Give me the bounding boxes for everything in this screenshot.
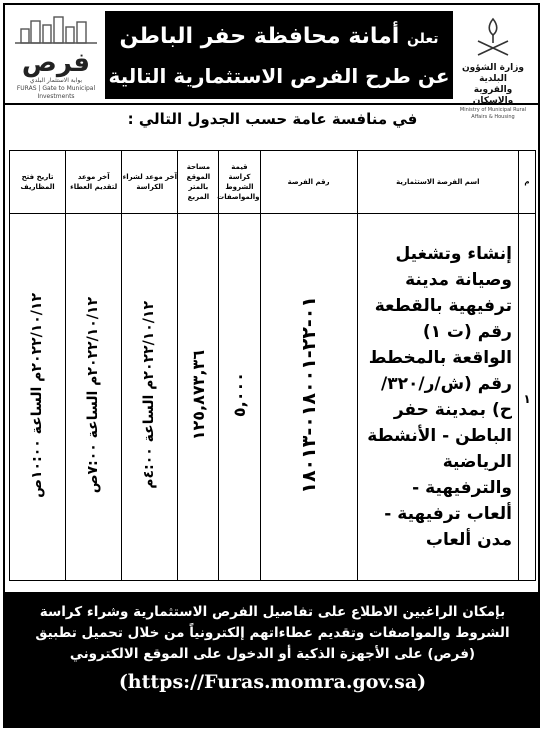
furas-logo-caption-en: FURAS | Gate to Municipal Investments (16, 85, 96, 100)
ad-footer (5, 592, 540, 728)
furas-logo-caption: بوابة الاستثمار البلدي (29, 77, 83, 84)
table-row (10, 214, 536, 581)
row-submit-date: ٢٠٢٢/١٠/١٢م الساعة ٧:٠٠ص (85, 296, 102, 494)
row-num: ١ (523, 391, 531, 406)
row-fee-cell (219, 214, 260, 581)
row-area: ١٢٥,٨٧٣,٣٦ (188, 349, 208, 441)
title-main: أمانة محافظة حفر الباطن (119, 24, 400, 49)
table-header-row (10, 151, 536, 214)
furas-logo-word: فرص (21, 48, 91, 78)
row-area-cell (178, 214, 219, 581)
page-subtitle: عن طرح الفرص الاستثمارية التالية (108, 64, 450, 88)
title-banner (105, 11, 453, 99)
row-buy-date: ٢٠٢٢/١٠/١٢م الساعة ٤:٠٠م (141, 301, 158, 489)
saudi-emblem-icon (470, 15, 516, 59)
title-prefix: تعلن (407, 31, 439, 47)
row-open-date: ٢٠٢٢/١٠/١٢م الساعة ١٠:٠٠ص (29, 292, 46, 498)
ministry-logo (452, 15, 534, 120)
row-num-cell (518, 214, 535, 581)
ministry-caption-en: Ministry of Municipal Rural Affairs & Housing (459, 107, 527, 120)
row-desc-cell (357, 214, 518, 581)
row-id: ٠١-٢٢-٠١٨٠٠١-١٨٠١٣ (297, 296, 320, 494)
row-open-cell (10, 214, 66, 581)
ministry-name-line2: والقروية والإسكان (472, 85, 514, 106)
ministry-name-line1: وزارة الشؤون البلدية (461, 63, 525, 84)
row-submit-cell (66, 214, 122, 581)
website-link[interactable]: (https://Furas.momra.gov.sa) (118, 671, 427, 693)
header-open: تاريخ فتح المظاريف (10, 151, 66, 214)
footer-text: بإمكان الراغبين الاطلاع على تفاصيل الفرص الاستثمارية وشراء كراسة الشروط والمواصفات وتقديم عطاءاتهم إلكترونياً من خلال تحميل تطبيق (فرص) على الأجهزة الذكية أو الدخول على الموقع الالكتروني (35, 604, 510, 662)
header-area: مساحة الموقع بالمتر المربع (178, 151, 219, 214)
row-buy-cell (122, 214, 178, 581)
row-desc: إنشاء وتشغيل وصيانة مدينة ترفيهية بالقطعة رقم (ت ١) الواقعة بالمخطط رقم (ش/ر/٣٢٠/ح) بمدينة حفر الباطن - الأنشطة الرياضية والترفيهية - ألعاب ترفيهية - مدن ألعاب (367, 244, 512, 550)
header-desc: اسم الفرصة الاستثمارية (357, 151, 518, 214)
furas-logo (11, 15, 101, 103)
header-buy: آخر موعد لشراء الكراسة (122, 151, 178, 214)
header-num: م (518, 151, 535, 214)
competition-line: في منافسة عامة حسب الجدول التالي : (127, 110, 418, 128)
row-id-cell (260, 214, 357, 581)
row-fee: ٥,٠٠٠ (229, 372, 249, 418)
furas-skyline-icon (13, 15, 99, 45)
opportunities-table (9, 150, 536, 581)
header-id: رقم الفرصة (260, 151, 357, 214)
page-title (105, 17, 453, 59)
header-submit: آخر موعد لتقديم العطاء (66, 151, 122, 214)
header-fee: قيمة كراسة الشروط والمواصفات (219, 151, 260, 214)
